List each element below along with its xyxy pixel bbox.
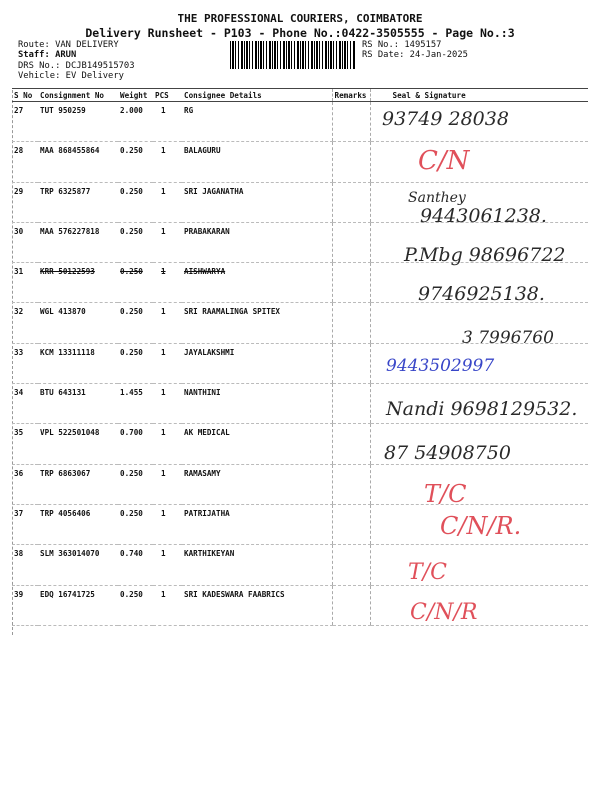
col-pcs: PCS bbox=[153, 89, 182, 102]
cell-signature bbox=[370, 464, 588, 504]
cell-consignment: TRP 6863067 bbox=[38, 464, 118, 504]
cell-pcs: 1 bbox=[153, 424, 182, 464]
cell-consignee: KARTHIKEYAN bbox=[182, 545, 332, 585]
handwritten-phone-7: Nandi 9698129532. bbox=[386, 398, 578, 420]
cell-consignment: KCM 13311118 bbox=[38, 343, 118, 383]
cell-sno: 37 bbox=[12, 504, 38, 544]
col-consignee: Consignee Details bbox=[182, 89, 332, 102]
handwritten-tc-mark-2: T/C bbox=[408, 560, 447, 585]
header-subtitle: Delivery Runsheet - P103 - Phone No.:0422-3505555 - Page No.:3 bbox=[85, 26, 515, 40]
cell-remarks bbox=[332, 343, 370, 383]
cell-consignee: RAMASAMY bbox=[182, 464, 332, 504]
handwritten-signature-santhey: Santhey bbox=[408, 190, 466, 206]
cell-sno: 28 bbox=[12, 142, 38, 182]
handwritten-phone-6: 9443502997 bbox=[386, 356, 495, 376]
cell-sno: 33 bbox=[12, 343, 38, 383]
cell-consignment: TRP 6325877 bbox=[38, 182, 118, 222]
drs-number: DRS No.: DCJB149515703 bbox=[18, 60, 135, 71]
cell-weight: 0.250 bbox=[118, 303, 153, 343]
cell-consignee: AK MEDICAL bbox=[182, 424, 332, 464]
cell-weight: 0.250 bbox=[118, 504, 153, 544]
cell-consignee: RG bbox=[182, 102, 332, 142]
vehicle-text: Vehicle: EV Delivery bbox=[18, 71, 124, 82]
cell-remarks bbox=[332, 545, 370, 585]
cell-weight: 0.250 bbox=[118, 343, 153, 383]
cell-sno: 31 bbox=[12, 263, 38, 303]
col-remarks: Remarks bbox=[332, 89, 370, 102]
handwritten-phone-1: 93749 28038 bbox=[382, 108, 509, 130]
handwritten-cnr-mark-1: C/N/R. bbox=[440, 512, 522, 540]
route-text: Route: VAN DELIVERY bbox=[18, 40, 119, 50]
col-consignment: Consignment No bbox=[38, 89, 118, 102]
runsheet-meta-right bbox=[362, 40, 468, 61]
cell-consignee: PATRIJATHA bbox=[182, 504, 332, 544]
cell-consignment: SLM 363014070 bbox=[38, 545, 118, 585]
cell-sno: 38 bbox=[12, 545, 38, 585]
cell-sno: 39 bbox=[12, 585, 38, 625]
cell-sno: 29 bbox=[12, 182, 38, 222]
cell-remarks bbox=[332, 222, 370, 262]
cell-remarks bbox=[332, 142, 370, 182]
cell-weight: 0.250 bbox=[118, 464, 153, 504]
cell-consignee: SRI JAGANATHA bbox=[182, 182, 332, 222]
cell-sno: 34 bbox=[12, 384, 38, 424]
handwritten-phone-5: 3 7996760 bbox=[462, 328, 554, 348]
cell-consignee: JAYALAKSHMI bbox=[182, 343, 332, 383]
cell-consignee: BALAGURU bbox=[182, 142, 332, 182]
cell-sno: 35 bbox=[12, 424, 38, 464]
cell-remarks bbox=[332, 263, 370, 303]
cell-consignment: TUT 950259 bbox=[38, 102, 118, 142]
cell-remarks bbox=[332, 384, 370, 424]
cell-pcs: 1 bbox=[153, 222, 182, 262]
table-row bbox=[12, 585, 588, 625]
cell-consignee: PRABAKARAN bbox=[182, 222, 332, 262]
cell-weight: 2.000 bbox=[118, 102, 153, 142]
cell-consignment: MAA 868455864 bbox=[38, 142, 118, 182]
cell-pcs: 1 bbox=[153, 545, 182, 585]
cell-pcs: 1 bbox=[153, 585, 182, 625]
cell-pcs: 1 bbox=[153, 464, 182, 504]
col-signature: Seal & Signature bbox=[370, 89, 588, 102]
col-weight: Weight bbox=[118, 89, 153, 102]
cell-remarks bbox=[332, 102, 370, 142]
cell-pcs: 1 bbox=[153, 263, 182, 303]
staff-label: Staff: bbox=[18, 50, 50, 61]
header-company: THE PROFESSIONAL COURIERS, COIMBATORE bbox=[177, 12, 423, 25]
cell-consignee: SRI KADESWARA FAABRICS bbox=[182, 585, 332, 625]
staff-value: ARUN bbox=[55, 50, 77, 61]
cell-consignment: VPL 522501048 bbox=[38, 424, 118, 464]
barcode-image bbox=[230, 41, 356, 69]
table-row bbox=[12, 545, 588, 585]
cell-consignee: AISHWARYA bbox=[182, 263, 332, 303]
cell-pcs: 1 bbox=[153, 142, 182, 182]
cell-pcs: 1 bbox=[153, 182, 182, 222]
handwritten-cn-mark: C/N bbox=[418, 146, 470, 176]
rs-number: RS No.: 1495157 bbox=[362, 40, 442, 50]
table-header-row bbox=[12, 89, 588, 102]
cell-remarks bbox=[332, 182, 370, 222]
cell-consignee: NANTHINI bbox=[182, 384, 332, 424]
handwritten-phone-8: 87 54908750 bbox=[384, 442, 511, 464]
cell-remarks bbox=[332, 464, 370, 504]
table-row bbox=[12, 464, 588, 504]
cell-consignment: MAA 576227818 bbox=[38, 222, 118, 262]
cell-sno: 36 bbox=[12, 464, 38, 504]
cell-sno: 32 bbox=[12, 303, 38, 343]
runsheet-meta-left bbox=[18, 40, 135, 82]
cell-weight: 0.700 bbox=[118, 424, 153, 464]
cell-sno: 30 bbox=[12, 222, 38, 262]
cell-weight: 1.455 bbox=[118, 384, 153, 424]
runsheet-table bbox=[12, 88, 588, 626]
cell-consignment: WGL 413870 bbox=[38, 303, 118, 343]
cell-weight: 0.250 bbox=[118, 222, 153, 262]
handwritten-tc-mark-1: T/C bbox=[424, 480, 467, 508]
cell-weight: 0.250 bbox=[118, 263, 153, 303]
cell-pcs: 1 bbox=[153, 102, 182, 142]
cell-pcs: 1 bbox=[153, 343, 182, 383]
table-row bbox=[12, 343, 588, 383]
cell-signature bbox=[370, 142, 588, 182]
cell-pcs: 1 bbox=[153, 303, 182, 343]
cell-remarks bbox=[332, 504, 370, 544]
handwritten-cnr-mark-2: C/N/R bbox=[410, 600, 478, 625]
handwritten-phone-4: 9746925138. bbox=[418, 283, 545, 305]
cell-weight: 0.250 bbox=[118, 585, 153, 625]
cell-remarks bbox=[332, 585, 370, 625]
cell-remarks bbox=[332, 424, 370, 464]
cell-weight: 0.250 bbox=[118, 182, 153, 222]
col-sno: S No bbox=[12, 89, 38, 102]
cell-consignment: TRP 4056406 bbox=[38, 504, 118, 544]
cell-signature bbox=[370, 585, 588, 625]
table-row bbox=[12, 142, 588, 182]
cell-weight: 0.250 bbox=[118, 142, 153, 182]
cell-consignment: KRR 50122593 bbox=[38, 263, 118, 303]
cell-consignment: EDQ 16741725 bbox=[38, 585, 118, 625]
handwritten-phone-2: 9443061238. bbox=[420, 205, 547, 227]
cell-weight: 0.740 bbox=[118, 545, 153, 585]
staff-line bbox=[18, 50, 135, 60]
cell-pcs: 1 bbox=[153, 504, 182, 544]
cell-signature bbox=[370, 545, 588, 585]
rs-date: RS Date: 24-Jan-2025 bbox=[362, 50, 468, 61]
cell-consignee: SRI RAAMALINGA SPITEX bbox=[182, 303, 332, 343]
cell-remarks bbox=[332, 303, 370, 343]
cell-consignment: BTU 643131 bbox=[38, 384, 118, 424]
cell-sno: 27 bbox=[12, 102, 38, 142]
cell-pcs: 1 bbox=[153, 384, 182, 424]
handwritten-phone-3: P.Mbg 98696722 bbox=[404, 244, 566, 266]
